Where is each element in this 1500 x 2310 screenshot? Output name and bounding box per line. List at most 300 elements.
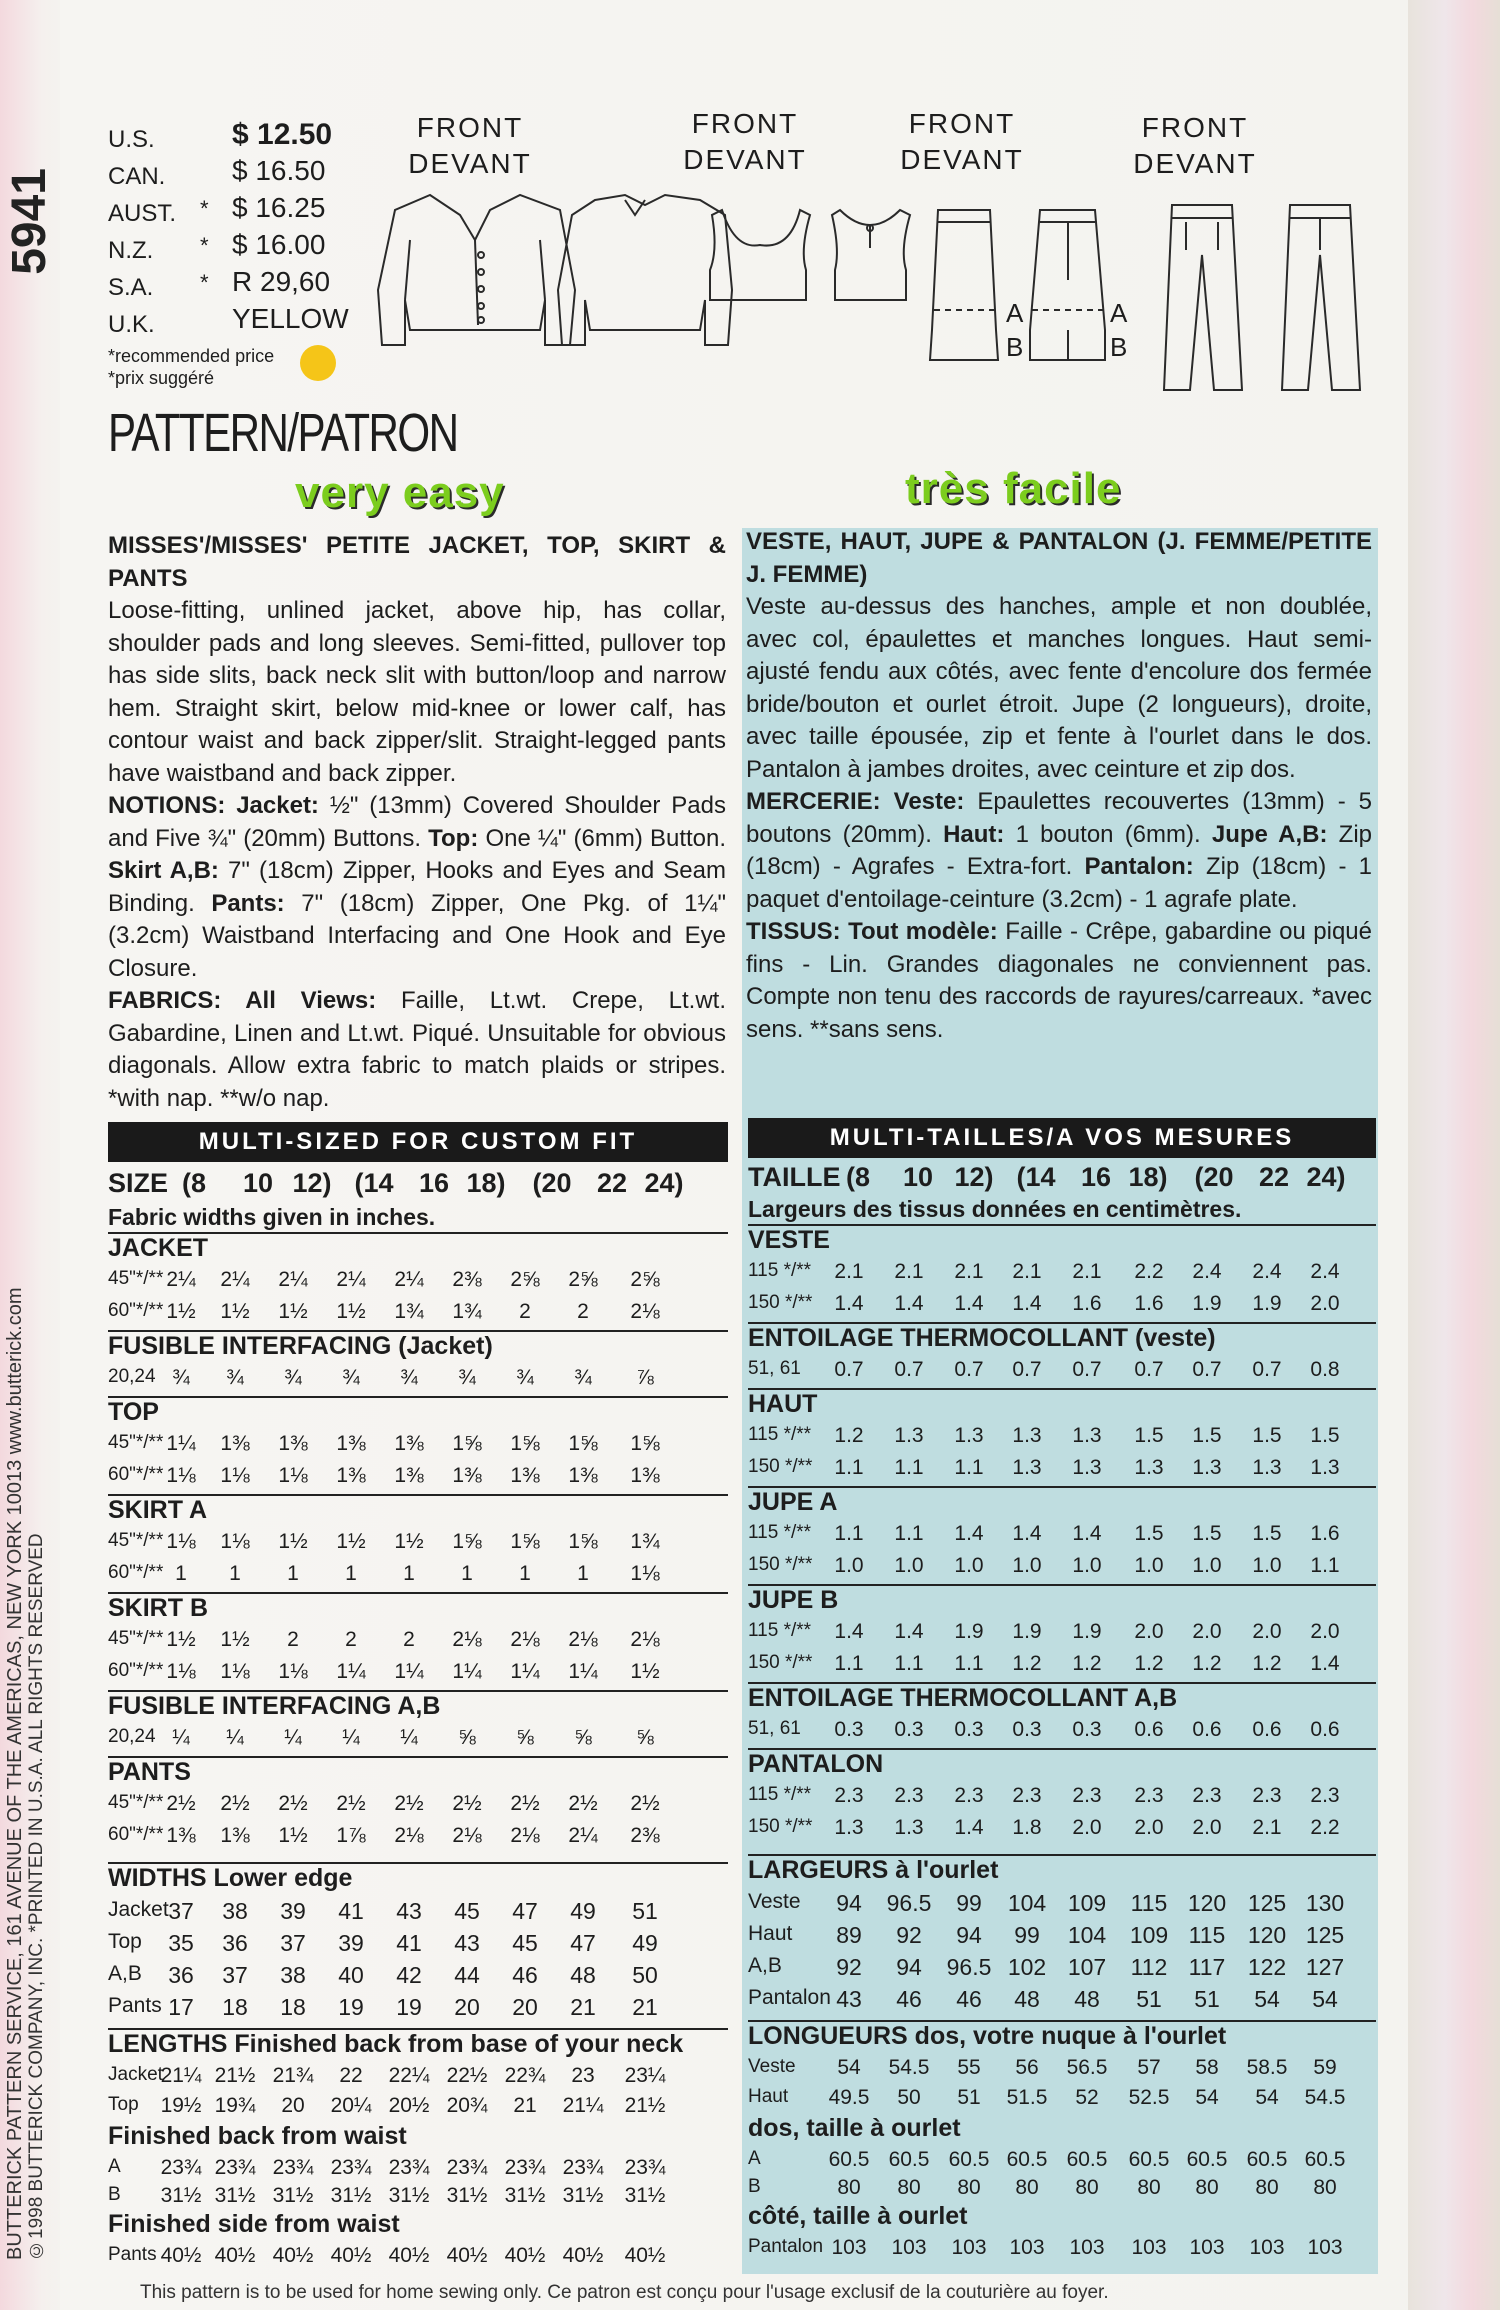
table-cell: 54.5	[1304, 2086, 1346, 2109]
table-cell: 125	[1305, 1922, 1345, 1948]
top-back-sketch	[832, 210, 910, 300]
table-cell: 1⅝	[568, 1432, 598, 1455]
table-cell: 56	[1015, 2056, 1039, 2079]
fr-measure-heading: côté, taille à ourlet	[748, 2202, 968, 2230]
front-label-pants: FRONT DEVANT	[1133, 112, 1257, 179]
price-country: S.A.	[108, 274, 154, 301]
table-cell: 1½	[166, 1300, 196, 1323]
table-cell: 20½	[388, 2094, 430, 2117]
description-english: MISSES'/MISSES' PETITE JACKET, TOP, SKIRT & PANTS Loose-fitting, unlined jacket, above hip, has collar, shoulder pads and long sleeves. Semi-fitted, pullover top has side slits, back neck slit with button/loop and narrow hem. Straight skirt, below mid-knee or lower calf, has contour waist and back zipper/slit. Straight-legged pants have waistband and back zipper. NOTIONS: Jacket: ½" (13mm) Covered Shoulder Pads and Five ¾" (20mm) Buttons. Top: One ¼" (6mm) Button. Skirt A,B: 7" (18cm) Zipper, Hooks and Eyes and Seam Binding. Pants: 7" (18cm) Zipper, One Pkg. of 1¼" (3.2cm) Waistband Interfacing and One Hook and Eye Closure. FABRICS: All Views: Faille, Lt.wt. Crepe, Lt.wt. Gabardine, Linen and Lt.wt. Piqué. Unsuitable for obvious diagonals. Allow extra fabric to match plaids or stripes. *with nap. **w/o nap.	[108, 532, 727, 1112]
table-cell: 2½	[630, 1792, 660, 1815]
table-cell: 1½	[220, 1300, 250, 1323]
table-cell: 17	[168, 1994, 194, 2020]
table-cell: 1.4	[834, 1620, 864, 1643]
table-cell: 2⅛	[568, 1628, 598, 1651]
table-cell: 1⅛	[166, 1530, 196, 1553]
en-section-heading: SKIRT B	[108, 1594, 208, 1622]
size-row-fr-value: 10	[902, 1162, 934, 1192]
en-measure-label: A	[108, 2156, 121, 2177]
table-cell: 51.5	[1006, 2086, 1048, 2109]
side-copyright-text: ©1998 BUTTERICK COMPANY, INC. *PRINTED IN U.S.A. ALL RIGHTS RESERVED	[26, 1533, 47, 2260]
price-star: *	[200, 270, 209, 295]
fr-measure-label: Haut	[748, 2086, 789, 2107]
table-cell: 40½	[446, 2244, 488, 2267]
size-row-fr-value: 22	[1258, 1162, 1290, 1192]
table-cell: 45	[454, 1898, 480, 1924]
en-row-label: 20,24	[108, 1366, 156, 1387]
table-cell: 2.0	[1134, 1816, 1164, 1839]
table-cell: 23¾	[624, 2156, 666, 2179]
en-measure-heading: Finished back from waist	[108, 2122, 407, 2150]
table-cell: 96.5	[946, 1954, 992, 1980]
divider-line	[108, 1756, 728, 1758]
fr-section-heading: JUPE B	[748, 1586, 839, 1614]
fr-section-heading: JUPE A	[748, 1488, 838, 1516]
table-cell: 2⅛	[394, 1824, 424, 1847]
table-cell: 2.4	[1310, 1260, 1340, 1283]
fr-row-label: 115 */**	[748, 1424, 812, 1445]
table-cell: 2.1	[1012, 1260, 1042, 1283]
table-cell: 1.3	[1192, 1456, 1222, 1479]
table-cell: 92	[896, 1922, 922, 1948]
price-country: CAN.	[108, 163, 166, 190]
table-cell: 2.3	[894, 1784, 924, 1807]
table-cell: 0.8	[1310, 1358, 1340, 1381]
size-row-en-value: (20	[532, 1168, 572, 1198]
table-cell: 103	[951, 2236, 987, 2259]
price-country: N.Z.	[108, 237, 154, 264]
table-cell: 1.9	[1072, 1620, 1102, 1643]
table-cell: 80	[1075, 2176, 1099, 2199]
size-row-fr-value: 18)	[1128, 1162, 1168, 1192]
table-cell: 48	[570, 1962, 596, 1988]
table-cell: 1.4	[954, 1292, 984, 1315]
table-cell: 58.5	[1246, 2056, 1288, 2079]
fr-section-heading: ENTOILAGE THERMOCOLLANT A,B	[748, 1684, 1178, 1712]
size-row-fr-value: (20	[1194, 1162, 1234, 1192]
en-measure-label: B	[108, 2184, 121, 2205]
front-label-skirt: FRONT DEVANT	[900, 108, 1024, 175]
table-cell: 2½	[278, 1792, 308, 1815]
en-measure-heading: Finished side from waist	[108, 2210, 400, 2238]
table-cell: 60.5	[888, 2148, 930, 2171]
table-cell: 1½	[166, 1628, 196, 1651]
price-star: *	[200, 233, 209, 258]
pattern-number: 5941	[3, 168, 56, 275]
table-cell: 0.3	[894, 1718, 924, 1741]
table-cell: 1¼	[166, 1432, 196, 1455]
table-cell: 109	[1129, 1922, 1169, 1948]
price-value: $ 16.50	[232, 155, 326, 186]
table-cell: 1⅜	[220, 1432, 250, 1455]
table-cell: 104	[1067, 1922, 1107, 1948]
table-cell: 54	[1255, 2086, 1279, 2109]
size-row-en-label: SIZE	[108, 1168, 169, 1198]
table-cell: 2⅜	[452, 1268, 482, 1291]
table-cell: 1⅜	[336, 1464, 366, 1487]
table-cell: 1⅝	[510, 1432, 540, 1455]
table-cell: 31½	[214, 2184, 256, 2207]
table-cell: 2⅛	[630, 1628, 660, 1651]
table-cell: 1½	[336, 1300, 366, 1323]
table-cell: 2¼	[394, 1268, 424, 1291]
table-cell: 1.3	[1012, 1456, 1042, 1479]
table-cell: 0.7	[1012, 1358, 1042, 1381]
table-cell: ⅝	[636, 1726, 654, 1749]
table-cell: ⅞	[636, 1366, 654, 1389]
table-cell: 1.6	[1072, 1292, 1102, 1315]
skirt-back-b-letter: B	[1110, 332, 1128, 362]
table-cell: 1.6	[1134, 1292, 1164, 1315]
table-cell: 0.7	[954, 1358, 984, 1381]
fr-measure-heading: dos, taille à ourlet	[748, 2114, 961, 2142]
table-cell: 2⅝	[568, 1268, 598, 1291]
table-cell: 2.3	[1072, 1784, 1102, 1807]
table-cell: 1.3	[834, 1816, 864, 1839]
table-cell: 1⅝	[510, 1530, 540, 1553]
en-row-label: 60"*/**	[108, 1660, 164, 1681]
table-cell: 112	[1130, 1954, 1168, 1980]
table-cell: ¾	[400, 1366, 418, 1389]
skirt-b-letter: B	[1006, 332, 1024, 362]
table-cell: 122	[1247, 1954, 1287, 1980]
table-cell: 60.5	[1246, 2148, 1288, 2171]
table-cell: 2½	[336, 1792, 366, 1815]
table-cell: ¼	[284, 1726, 302, 1749]
table-cell: 99	[1014, 1922, 1040, 1948]
table-cell: 1½	[394, 1530, 424, 1553]
table-cell: 1	[175, 1562, 187, 1585]
price-value: $ 12.50	[232, 118, 333, 151]
table-cell: ¼	[342, 1726, 360, 1749]
table-cell: 120	[1247, 1922, 1287, 1948]
table-cell: 2.3	[1012, 1784, 1042, 1807]
table-cell: 1.9	[1252, 1292, 1282, 1315]
size-row-en-value: 18)	[466, 1168, 506, 1198]
table-cell: 96.5	[886, 1890, 932, 1916]
table-cell: 103	[1307, 2236, 1343, 2259]
size-row-fr-value: 24)	[1306, 1162, 1346, 1192]
table-cell: 2.3	[834, 1784, 864, 1807]
table-cell: 46	[956, 1986, 982, 2012]
table-cell: 1⅛	[220, 1464, 250, 1487]
table-cell: 1⅜	[452, 1464, 482, 1487]
table-cell: 102	[1007, 1954, 1047, 1980]
size-row-en-value: 10	[242, 1168, 274, 1198]
table-cell: 1⅜	[568, 1464, 598, 1487]
table-cell: 54	[1195, 2086, 1219, 2109]
table-cell: ¼	[226, 1726, 244, 1749]
fr-row-label: 115 */**	[748, 1784, 812, 1805]
table-cell: 23¾	[504, 2156, 546, 2179]
description-french: VESTE, HAUT, JUPE & PANTALON (J. FEMME/PETITE J. FEMME) Veste au-dessus des hanches, ample et non doublée, avec col, épaulettes et manches longues. Haut semi-ajusté fendu aux côtés, avec fente d'encolure dos fermée bride/bouton et ourlet étroit. Jupe (2 longueurs), droite, avec taille épousée, zip et fente à l'ourlet dans le dos. Pantalon à jambes droites, avec ceinture et zip dos. MERCERIE: Veste: Epaulettes recouvertes (13mm) - 5 boutons (20mm). Haut: 1 bouton (6mm). Jupe A,B: Zip (18cm) - Agrafes - Extra-fort. Pantalon: Zip (18cm) - 1 paquet d'entoilage-ceinture (3.2cm) - 1 agrafe plate. TISSUS: Tout modèle: Faille - Crêpe, gabardine ou piqué fins - Lin. Grandes diagonales ne conviennent pas. Compte non tenu des raccords de rayures/carreaux. *avec sens. **sans sens.	[746, 528, 1373, 1043]
fr-section-heading: VESTE	[748, 1226, 830, 1254]
table-cell: 35	[168, 1930, 194, 1956]
table-cell: 1.5	[1252, 1522, 1282, 1545]
table-cell: 1½	[278, 1824, 308, 1847]
table-cell: 1⅝	[452, 1432, 482, 1455]
table-cell: 1	[287, 1562, 299, 1585]
table-cell: 1⅛	[220, 1530, 250, 1553]
table-cell: 1.1	[834, 1456, 864, 1479]
table-cell: 0.6	[1134, 1718, 1164, 1741]
table-cell: 23	[571, 2064, 595, 2087]
table-cell: 127	[1305, 1954, 1345, 1980]
table-cell: 2.3	[1192, 1784, 1222, 1807]
table-cell: 1.1	[894, 1456, 924, 1479]
table-cell: 1.5	[1192, 1522, 1222, 1545]
table-cell: 2	[577, 1300, 589, 1323]
en-section-heading: FUSIBLE INTERFACING (Jacket)	[108, 1332, 493, 1360]
en-row-label: 60"*/**	[108, 1464, 164, 1485]
table-cell: 51	[632, 1898, 658, 1924]
table-cell: 41	[396, 1930, 422, 1956]
jacket-back-sketch	[558, 195, 732, 345]
table-cell: 21¼	[562, 2094, 604, 2117]
table-cell: 1.3	[954, 1424, 984, 1447]
table-cell: 0.7	[1072, 1358, 1102, 1381]
table-cell: 39	[280, 1898, 306, 1924]
divider-line	[108, 1396, 728, 1398]
recommended-price-note: *recommended price *prix suggéré	[108, 346, 275, 388]
table-cell: 2.1	[954, 1260, 984, 1283]
table-cell: 1⅜	[166, 1824, 196, 1847]
table-cell: 2.0	[1192, 1620, 1222, 1643]
home-sewing-footer: This pattern is to be used for home sewing only. Ce patron est conçu pour l'usage exclusif de la couturière au foyer.	[140, 2282, 1109, 2303]
skirt-back-a-letter: A	[1110, 298, 1128, 328]
table-cell: 19	[396, 1994, 422, 2020]
table-cell: 46	[512, 1962, 538, 1988]
table-cell: 1.3	[1310, 1456, 1340, 1479]
table-cell: 19	[338, 1994, 364, 2020]
table-cell: 31½	[504, 2184, 546, 2207]
table-cell: 2½	[220, 1792, 250, 1815]
table-cell: 1⅝	[452, 1530, 482, 1553]
table-cell: 20¼	[330, 2094, 372, 2117]
en-measure-label: A,B	[108, 1962, 142, 1985]
price-country: U.S.	[108, 126, 155, 153]
en-section-heading: PANTS	[108, 1758, 191, 1786]
table-cell: 125	[1247, 1890, 1287, 1916]
table-cell: 22¾	[504, 2064, 546, 2087]
table-cell: 2.4	[1192, 1260, 1222, 1283]
table-cell: 20	[454, 1994, 480, 2020]
price-country: U.K.	[108, 311, 155, 338]
table-cell: 36	[168, 1962, 194, 1988]
table-cell: 1.3	[1072, 1456, 1102, 1479]
table-cell: 41	[338, 1898, 364, 1924]
table-cell: 130	[1305, 1890, 1345, 1916]
table-cell: 23¾	[446, 2156, 488, 2179]
table-cell: 37	[222, 1962, 248, 1988]
table-cell: 2.3	[1310, 1784, 1340, 1807]
fr-measure-label: Veste	[748, 1890, 801, 1913]
table-cell: 1⅜	[630, 1464, 660, 1487]
table-cell: 103	[1249, 2236, 1285, 2259]
table-cell: 1.0	[954, 1554, 984, 1577]
table-cell: 1⅝	[568, 1530, 598, 1553]
fr-row-label: 150 */**	[748, 1554, 813, 1575]
fr-measure-label: Haut	[748, 1922, 793, 1945]
table-cell: 99	[956, 1890, 982, 1916]
table-cell: 31½	[160, 2184, 202, 2207]
table-cell: 103	[831, 2236, 867, 2259]
table-cell: 1¼	[510, 1660, 540, 1683]
table-cell: 1.3	[894, 1424, 924, 1447]
table-cell: 1.1	[1310, 1554, 1340, 1577]
table-cell: 22	[339, 2064, 363, 2087]
table-cell: 20¾	[446, 2094, 488, 2117]
table-cell: 1⅜	[394, 1432, 424, 1455]
front-label-top: FRONT DEVANT	[683, 108, 807, 175]
size-row-fr-value: (8	[845, 1162, 870, 1192]
table-cell: ⅝	[574, 1726, 592, 1749]
table-cell: 1.3	[1134, 1456, 1164, 1479]
table-cell: 57	[1137, 2056, 1161, 2079]
table-cell: 1.0	[894, 1554, 924, 1577]
table-cell: 2⅛	[510, 1824, 540, 1847]
table-cell: 1⅛	[278, 1660, 308, 1683]
size-row-en-value: (14	[354, 1168, 394, 1198]
en-row-label: 45"*/**	[108, 1792, 164, 1813]
table-cell: 1.5	[1192, 1424, 1222, 1447]
table-cell: 1.1	[954, 1456, 984, 1479]
table-cell: 23¾	[214, 2156, 256, 2179]
table-cell: 2.0	[1252, 1620, 1282, 1643]
table-cell: 2.0	[1134, 1620, 1164, 1643]
table-cell: 2⅛	[630, 1300, 660, 1323]
table-cell: 47	[512, 1898, 538, 1924]
size-row-en-value: 12)	[292, 1168, 332, 1198]
table-cell: 1⅜	[336, 1432, 366, 1455]
table-cell: 2¼	[568, 1824, 598, 1847]
table-cell: 80	[837, 2176, 861, 2199]
table-cell: 50	[897, 2086, 921, 2109]
en-row-label: 45"*/**	[108, 1628, 164, 1649]
table-cell: 1¾	[394, 1300, 424, 1323]
table-cell: 1¼	[452, 1660, 482, 1683]
table-cell: 23¾	[388, 2156, 430, 2179]
table-cell: 18	[280, 1994, 306, 2020]
fr-measure-label: B	[748, 2176, 761, 2197]
table-cell: 0.7	[1252, 1358, 1282, 1381]
fr-section-heading: HAUT	[748, 1390, 818, 1418]
fr-measure-label: Pantalon	[748, 1986, 831, 2009]
table-cell: 1.1	[834, 1652, 864, 1675]
table-cell: 52.5	[1128, 2086, 1170, 2109]
table-cell: 22½	[446, 2064, 488, 2087]
table-cell: 1.3	[1012, 1424, 1042, 1447]
table-cell: 21½	[624, 2094, 666, 2117]
table-cell: 31½	[446, 2184, 488, 2207]
table-cell: 1.4	[834, 1292, 864, 1315]
side-address-text: BUTTERICK PATTERN SERVICE, 161 AVENUE OF THE AMERICAS, NEW YORK 10013 www.butterick.com	[4, 1287, 26, 2260]
size-row-en-value: (8	[181, 1168, 206, 1198]
table-cell: 31½	[624, 2184, 666, 2207]
table-cell: 44	[454, 1962, 480, 1988]
table-cell: 103	[1069, 2236, 1105, 2259]
table-cell: 43	[396, 1898, 422, 1924]
table-cell: 21¾	[272, 2064, 314, 2087]
table-cell: 1⅛	[220, 1660, 250, 1683]
table-cell: 19½	[160, 2094, 202, 2117]
table-cell: 2⅝	[510, 1268, 540, 1291]
price-value: $ 16.00	[232, 229, 326, 260]
fr-section-heading: ENTOILAGE THERMOCOLLANT (veste)	[748, 1324, 1216, 1352]
table-cell: 42	[396, 1962, 422, 1988]
fr-measure-label: A,B	[748, 1954, 782, 1977]
table-cell: 1.2	[1072, 1652, 1102, 1675]
table-cell: 1.0	[834, 1554, 864, 1577]
table-cell: 54	[1312, 1986, 1338, 2012]
table-cell: 1	[519, 1562, 531, 1585]
fr-row-label: 150 */**	[748, 1816, 813, 1837]
en-measure-label: Top	[108, 1930, 142, 1953]
pants-front-sketch	[1164, 205, 1242, 390]
table-cell: 51	[1194, 1986, 1220, 2012]
table-cell: 1½	[630, 1660, 660, 1683]
table-cell: 2¼	[166, 1268, 196, 1291]
table-cell: 56.5	[1066, 2056, 1108, 2079]
table-cell: 40½	[160, 2244, 202, 2267]
table-cell: 2.1	[894, 1260, 924, 1283]
table-cell: 1⅝	[630, 1432, 660, 1455]
table-cell: 21½	[214, 2064, 256, 2087]
table-cell: 80	[1195, 2176, 1219, 2199]
table-cell: 1	[345, 1562, 357, 1585]
table-cell: 1½	[220, 1628, 250, 1651]
en-measure-label: Jacket	[108, 2064, 163, 2085]
table-cell: 80	[1015, 2176, 1039, 2199]
table-cell: 1.0	[1072, 1554, 1102, 1577]
table-cell: 1½	[278, 1530, 308, 1553]
table-cell: 1.2	[834, 1424, 864, 1447]
table-cell: 60.5	[1128, 2148, 1170, 2171]
fr-measure-heading: LONGUEURS dos, votre nuque à l'ourlet	[748, 2022, 1227, 2050]
table-cell: 40½	[330, 2244, 372, 2267]
size-row-en-value: 16	[418, 1168, 450, 1198]
table-cell: 2	[519, 1300, 531, 1323]
table-cell: 2.1	[1072, 1260, 1102, 1283]
divider-line	[748, 1388, 1376, 1390]
table-cell: 60.5	[1304, 2148, 1346, 2171]
divider-line	[748, 1584, 1376, 1586]
table-cell: 2½	[510, 1792, 540, 1815]
table-cell: 38	[280, 1962, 306, 1988]
table-cell: 107	[1067, 1954, 1107, 1980]
table-cell: 1.9	[1012, 1620, 1042, 1643]
skirt-sketch	[930, 210, 998, 360]
table-cell: 54	[837, 2056, 861, 2079]
table-cell: 0.7	[834, 1358, 864, 1381]
table-cell: 54.5	[888, 2056, 930, 2079]
table-cell: 94	[836, 1890, 862, 1916]
table-cell: 80	[957, 2176, 981, 2199]
table-cell: 40	[338, 1962, 364, 1988]
table-cell: 43	[454, 1930, 480, 1956]
headline-tres-facile: très facile	[905, 464, 1122, 513]
table-cell: 1	[461, 1562, 473, 1585]
table-cell: 60.5	[1186, 2148, 1228, 2171]
table-cell: 1.1	[954, 1652, 984, 1675]
table-cell: 1.3	[1072, 1424, 1102, 1447]
table-cell: 1.3	[894, 1816, 924, 1839]
en-measure-heading: LENGTHS Finished back from base of your neck	[108, 2030, 684, 2058]
size-row-fr-label: TAILLE	[748, 1162, 841, 1192]
table-cell: 117	[1188, 1954, 1226, 1980]
fabric-width-note-en: Fabric widths given in inches.	[108, 1204, 436, 1230]
table-cell: 51	[957, 2086, 981, 2109]
